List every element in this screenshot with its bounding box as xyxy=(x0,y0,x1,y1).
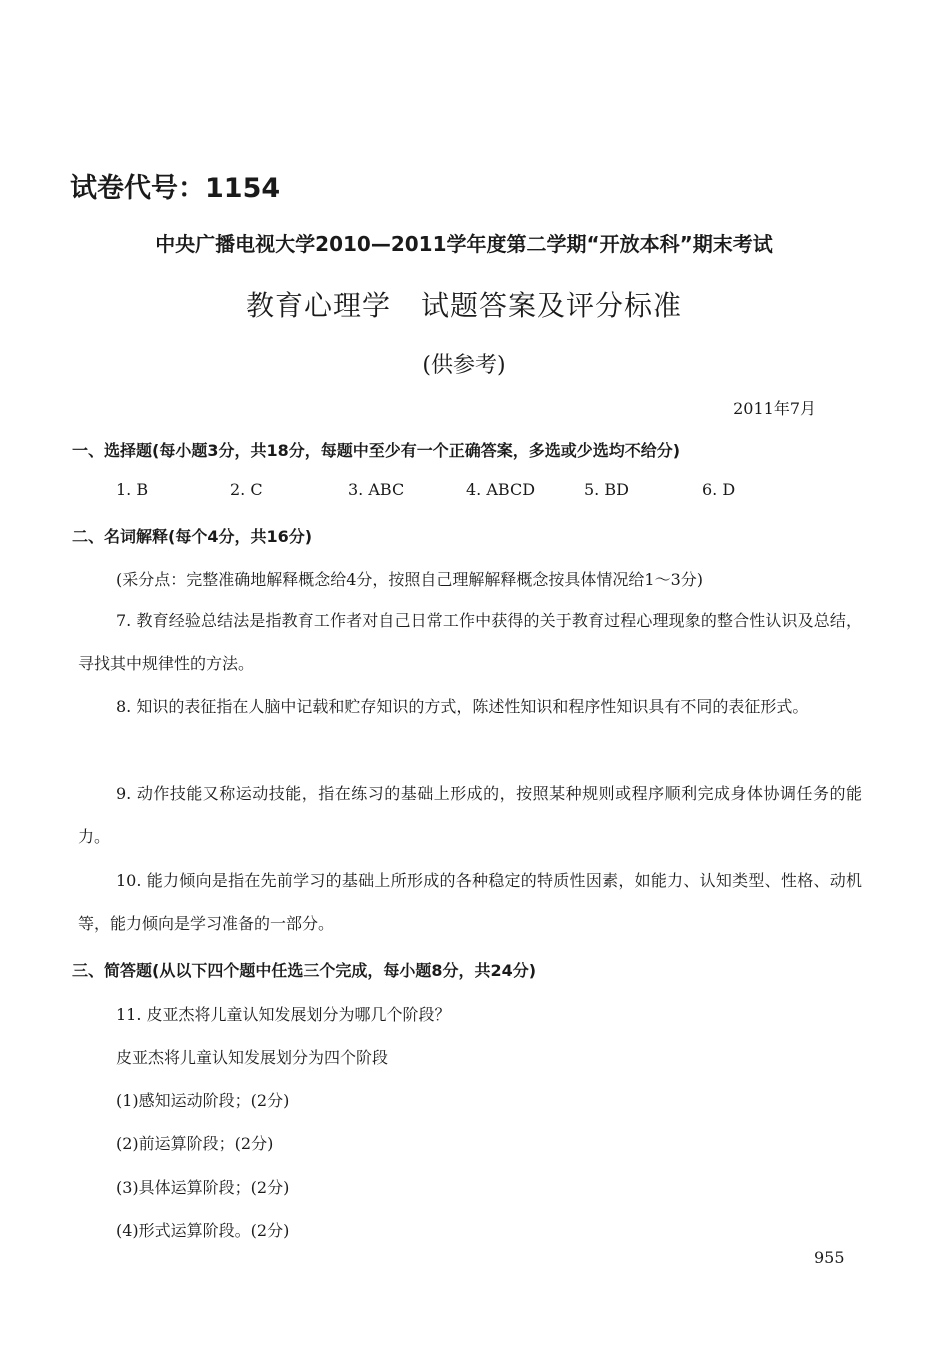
answer-intro: 皮亚杰将儿童认知发展划分为四个阶段 xyxy=(116,1048,389,1067)
answer-5: 5. BD xyxy=(584,480,629,499)
stage-2: (2)前运算阶段；(2分) xyxy=(116,1134,274,1153)
answer-4: 4. ABCD xyxy=(466,480,536,499)
reference-note: (供参考) xyxy=(422,353,506,378)
answer-3: 3. ABC xyxy=(348,480,405,499)
section2-heading: 二、名词解释(每个4分，共16分) xyxy=(72,527,313,546)
definition-7: 7. 教育经验总结法是指教育工作者对自己日常工作中获得的关于教育过程心理现象的整合性认识及总结，寻找其中规律性的方法。 xyxy=(78,611,862,673)
definition-9: 9. 动作技能又称运动技能，指在练习的基础上形成的，按照某种规则或程序顺利完成身体协调任务的能力。 xyxy=(78,784,862,846)
answer-6: 6. D xyxy=(702,480,736,499)
paper-code: 试卷代号：1154 xyxy=(70,173,281,204)
answer-1: 1. B xyxy=(116,480,149,499)
section1-heading: 一、选择题(每小题3分，共18分，每题中至少有一个正确答案，多选或少选均不给分) xyxy=(72,441,681,460)
document-date: 2011年7月 xyxy=(733,399,816,418)
question-11: 11. 皮亚杰将儿童认知发展划分为哪几个阶段？ xyxy=(116,1005,451,1024)
document-type: 试题答案及评分标准 xyxy=(421,289,683,322)
answer-2: 2. C xyxy=(230,480,263,499)
document-title xyxy=(0,284,928,324)
stage-1: (1)感知运动阶段；(2分) xyxy=(116,1091,290,1110)
scoring-note: (采分点：完整准确地解释概念给4分，按照自己理解解释概念按具体情况给1～3分) xyxy=(116,570,704,589)
exam-title: 中央广播电视大学2010—2011学年度第二学期“开放本科”期末考试 xyxy=(155,232,773,256)
stage-3: (3)具体运算阶段；(2分) xyxy=(116,1178,290,1197)
definition-8: 8. 知识的表征指在人脑中记载和贮存知识的方式，陈述性知识和程序性知识具有不同的表征形式。 xyxy=(116,697,809,716)
stage-4: (4)形式运算阶段。(2分) xyxy=(116,1221,290,1240)
definition-10: 10. 能力倾向是指在先前学习的基础上所形成的各种稳定的特质性因素，如能力、认知类型、性格、动机等，能力倾向是学习准备的一部分。 xyxy=(78,871,862,933)
page-number: 955 xyxy=(814,1248,845,1267)
section3-heading: 三、简答题(从以下四个题中任选三个完成，每小题8分，共24分) xyxy=(72,961,537,980)
subject-name: 教育心理学 xyxy=(245,289,391,322)
